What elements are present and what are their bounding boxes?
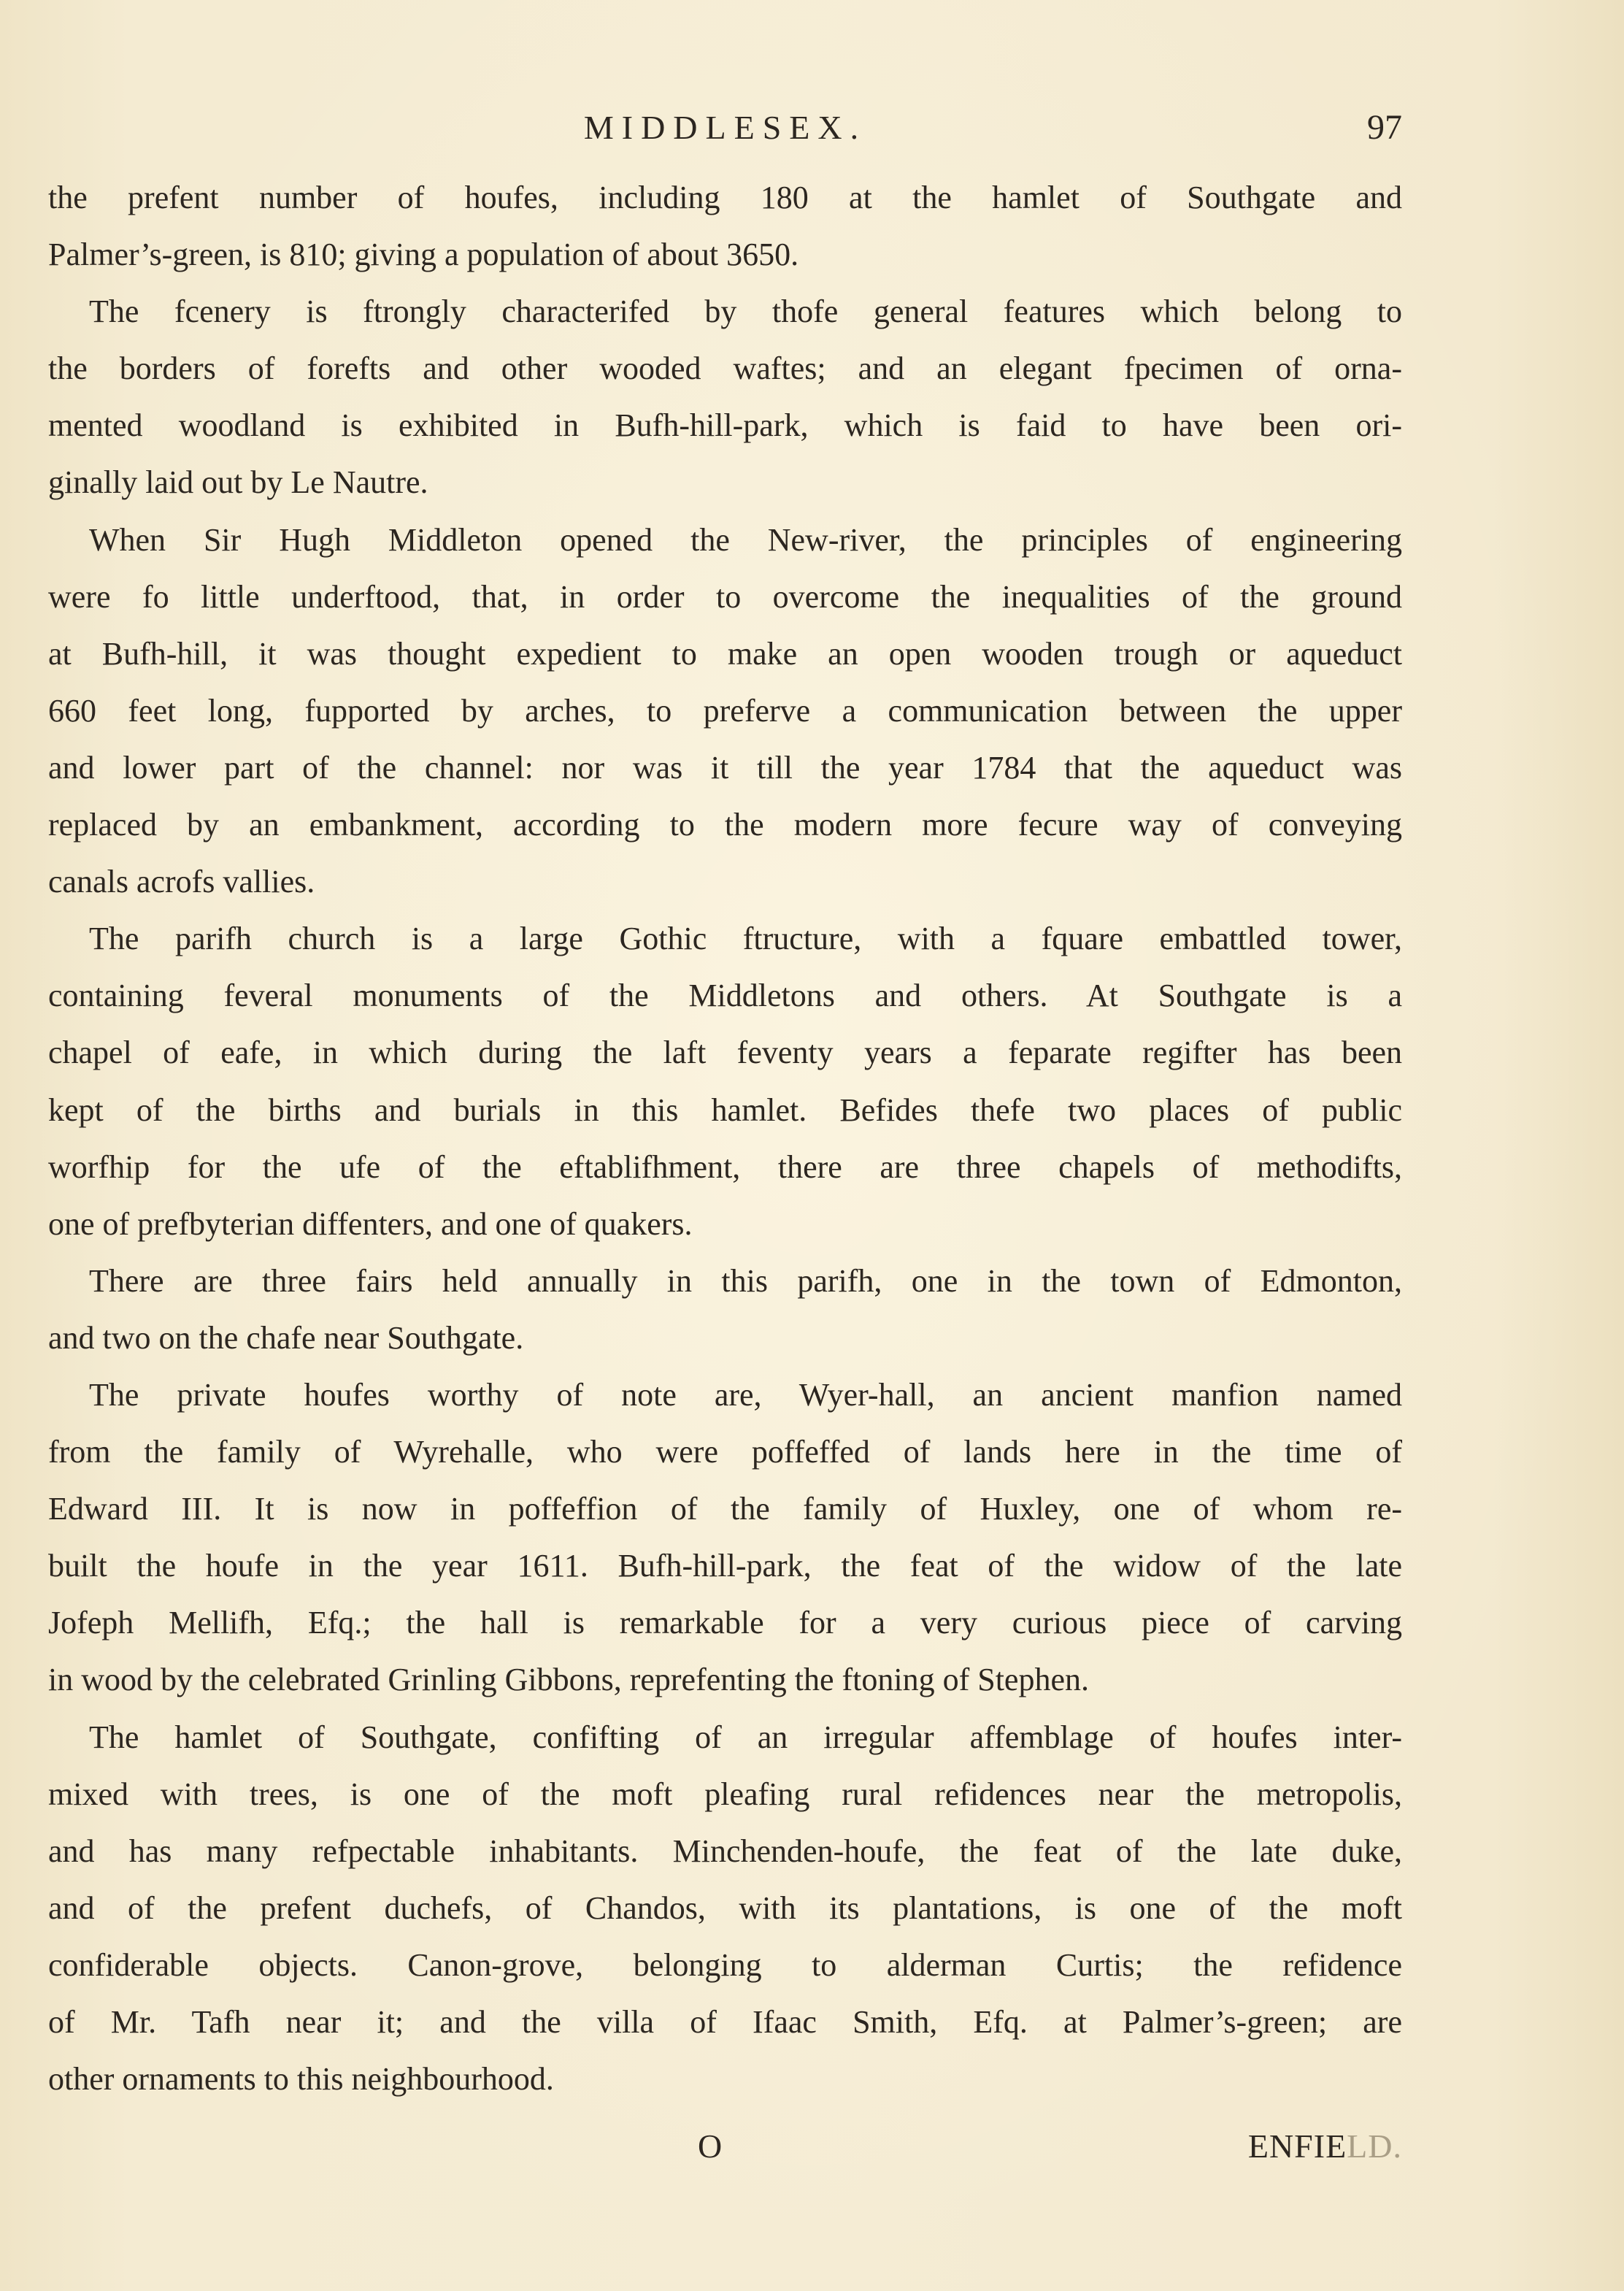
text-line: from the family of Wyrehalle, who were poffeffed of lands here in the time of [48, 1434, 1402, 1470]
page-number: 97 [1367, 108, 1402, 147]
text-line: When Sir Hugh Middleton opened the New-river, the principles of engineering [89, 521, 1402, 558]
paragraph [48, 910, 1402, 1253]
text-line: mented woodland is exhibited in Bufh-hill-park, which is faid to have been ori- [48, 407, 1402, 444]
text-line: Palmer’s-green, is 810; giving a population of about 3650. [48, 237, 799, 273]
text-line: 660 feet long, fupported by arches, to preferve a communication between the upper [48, 692, 1402, 729]
text-line: canals acrofs vallies. [48, 864, 315, 900]
paragraph [48, 169, 1402, 283]
text-line: in wood by the celebrated Grinling Gibbons, reprefenting the ftoning of Stephen. [48, 1662, 1089, 1698]
paragraph [48, 1367, 1402, 1709]
text-line: built the houfe in the year 1611. Bufh-hill-park, the feat of the widow of the late [48, 1548, 1402, 1584]
text-line: Jofeph Mellifh, Efq.; the hall is remarkable for a very curious piece of carving [48, 1605, 1402, 1641]
text-line: ginally laid out by Le Nautre. [48, 464, 428, 501]
text-line: containing feveral monuments of the Middletons and others. At Southgate is a [48, 978, 1402, 1014]
text-line: of Mr. Tafh near it; and the villa of Ifaac Smith, Efq. at Palmer’s-green; are [48, 2004, 1402, 2040]
text-line: and of the prefent duchefs, of Chandos, with its plantations, is one of the moft [48, 1889, 1402, 1926]
text-line: the borders of forefts and other wooded waftes; and an elegant fpecimen of orna- [48, 350, 1402, 387]
running-head: MIDDLESEX. [583, 109, 867, 146]
text-line: kept of the births and burials in this hamlet. Befides thefe two places of public [48, 1091, 1402, 1128]
text-line: other ornaments to this neighbourhood. [48, 2061, 554, 2098]
text-line: one of prefbyterian diffenters, and one of quakers. [48, 1205, 693, 1242]
text-line: mixed with trees, is one of the moft pleafing rural refidences near the metropolis, [48, 1776, 1402, 1812]
text-line: There are three fairs held annually in this parifh, one in the town of Edmonton, [89, 1262, 1402, 1299]
text-line: and lower part of the channel: nor was it till the year 1784 that the aqueduct was [48, 749, 1402, 786]
text-line: and two on the chafe near Southgate. [48, 1319, 524, 1356]
paragraph [48, 1253, 1402, 1367]
text-line: The hamlet of Southgate, confifting of an irregular affemblage of houfes inter- [89, 1719, 1402, 1755]
text-line: The parifh church is a large Gothic ftructure, with a fquare embattled tower, [89, 921, 1402, 957]
signature-mark: O [698, 2127, 723, 2165]
paragraph [48, 283, 1402, 511]
text-line: worfhip for the ufe of the eftablifhment, there are three chapels of methodifts, [48, 1148, 1402, 1185]
text-line: the prefent number of houfes, including 180 at the hamlet of Southgate and [48, 180, 1402, 215]
catchword [1248, 2121, 1402, 2172]
paragraph [48, 1709, 1402, 2108]
text-line: chapel of eafe, in which during the laft feventy years a feparate regifter has been [48, 1035, 1402, 1071]
text-line: The fcenery is ftrongly characterifed by thofe general features which belong to [89, 293, 1402, 330]
text-line: at Bufh-hill, it was thought expedient to make an open wooden trough or aqueduct [48, 635, 1402, 672]
text-line: confiderable objects. Canon-grove, belonging to alderman Curtis; the refidence [48, 1946, 1402, 1983]
text-line: Edward III. It is now in poffeffion of the family of Huxley, one of whom re- [48, 1491, 1402, 1527]
catchword-faded: LD. [1347, 2127, 1402, 2165]
catchword-main: ENFIE [1247, 2127, 1347, 2165]
page-header [48, 106, 1402, 150]
page-footer [48, 2121, 1402, 2172]
text-line: replaced by an embankment, according to the modern more fecure way of conveying [48, 807, 1402, 843]
text-line: were fo little underftood, that, in order to overcome the inequalities of the ground [48, 578, 1402, 615]
body-text [48, 169, 1402, 2108]
paragraph [48, 512, 1402, 911]
text-line: and has many refpectable inhabitants. Minchenden-houfe, the feat of the late duke, [48, 1833, 1402, 1869]
text-line: The private houfes worthy of note are, Wyer-hall, an ancient manfion named [89, 1376, 1402, 1413]
